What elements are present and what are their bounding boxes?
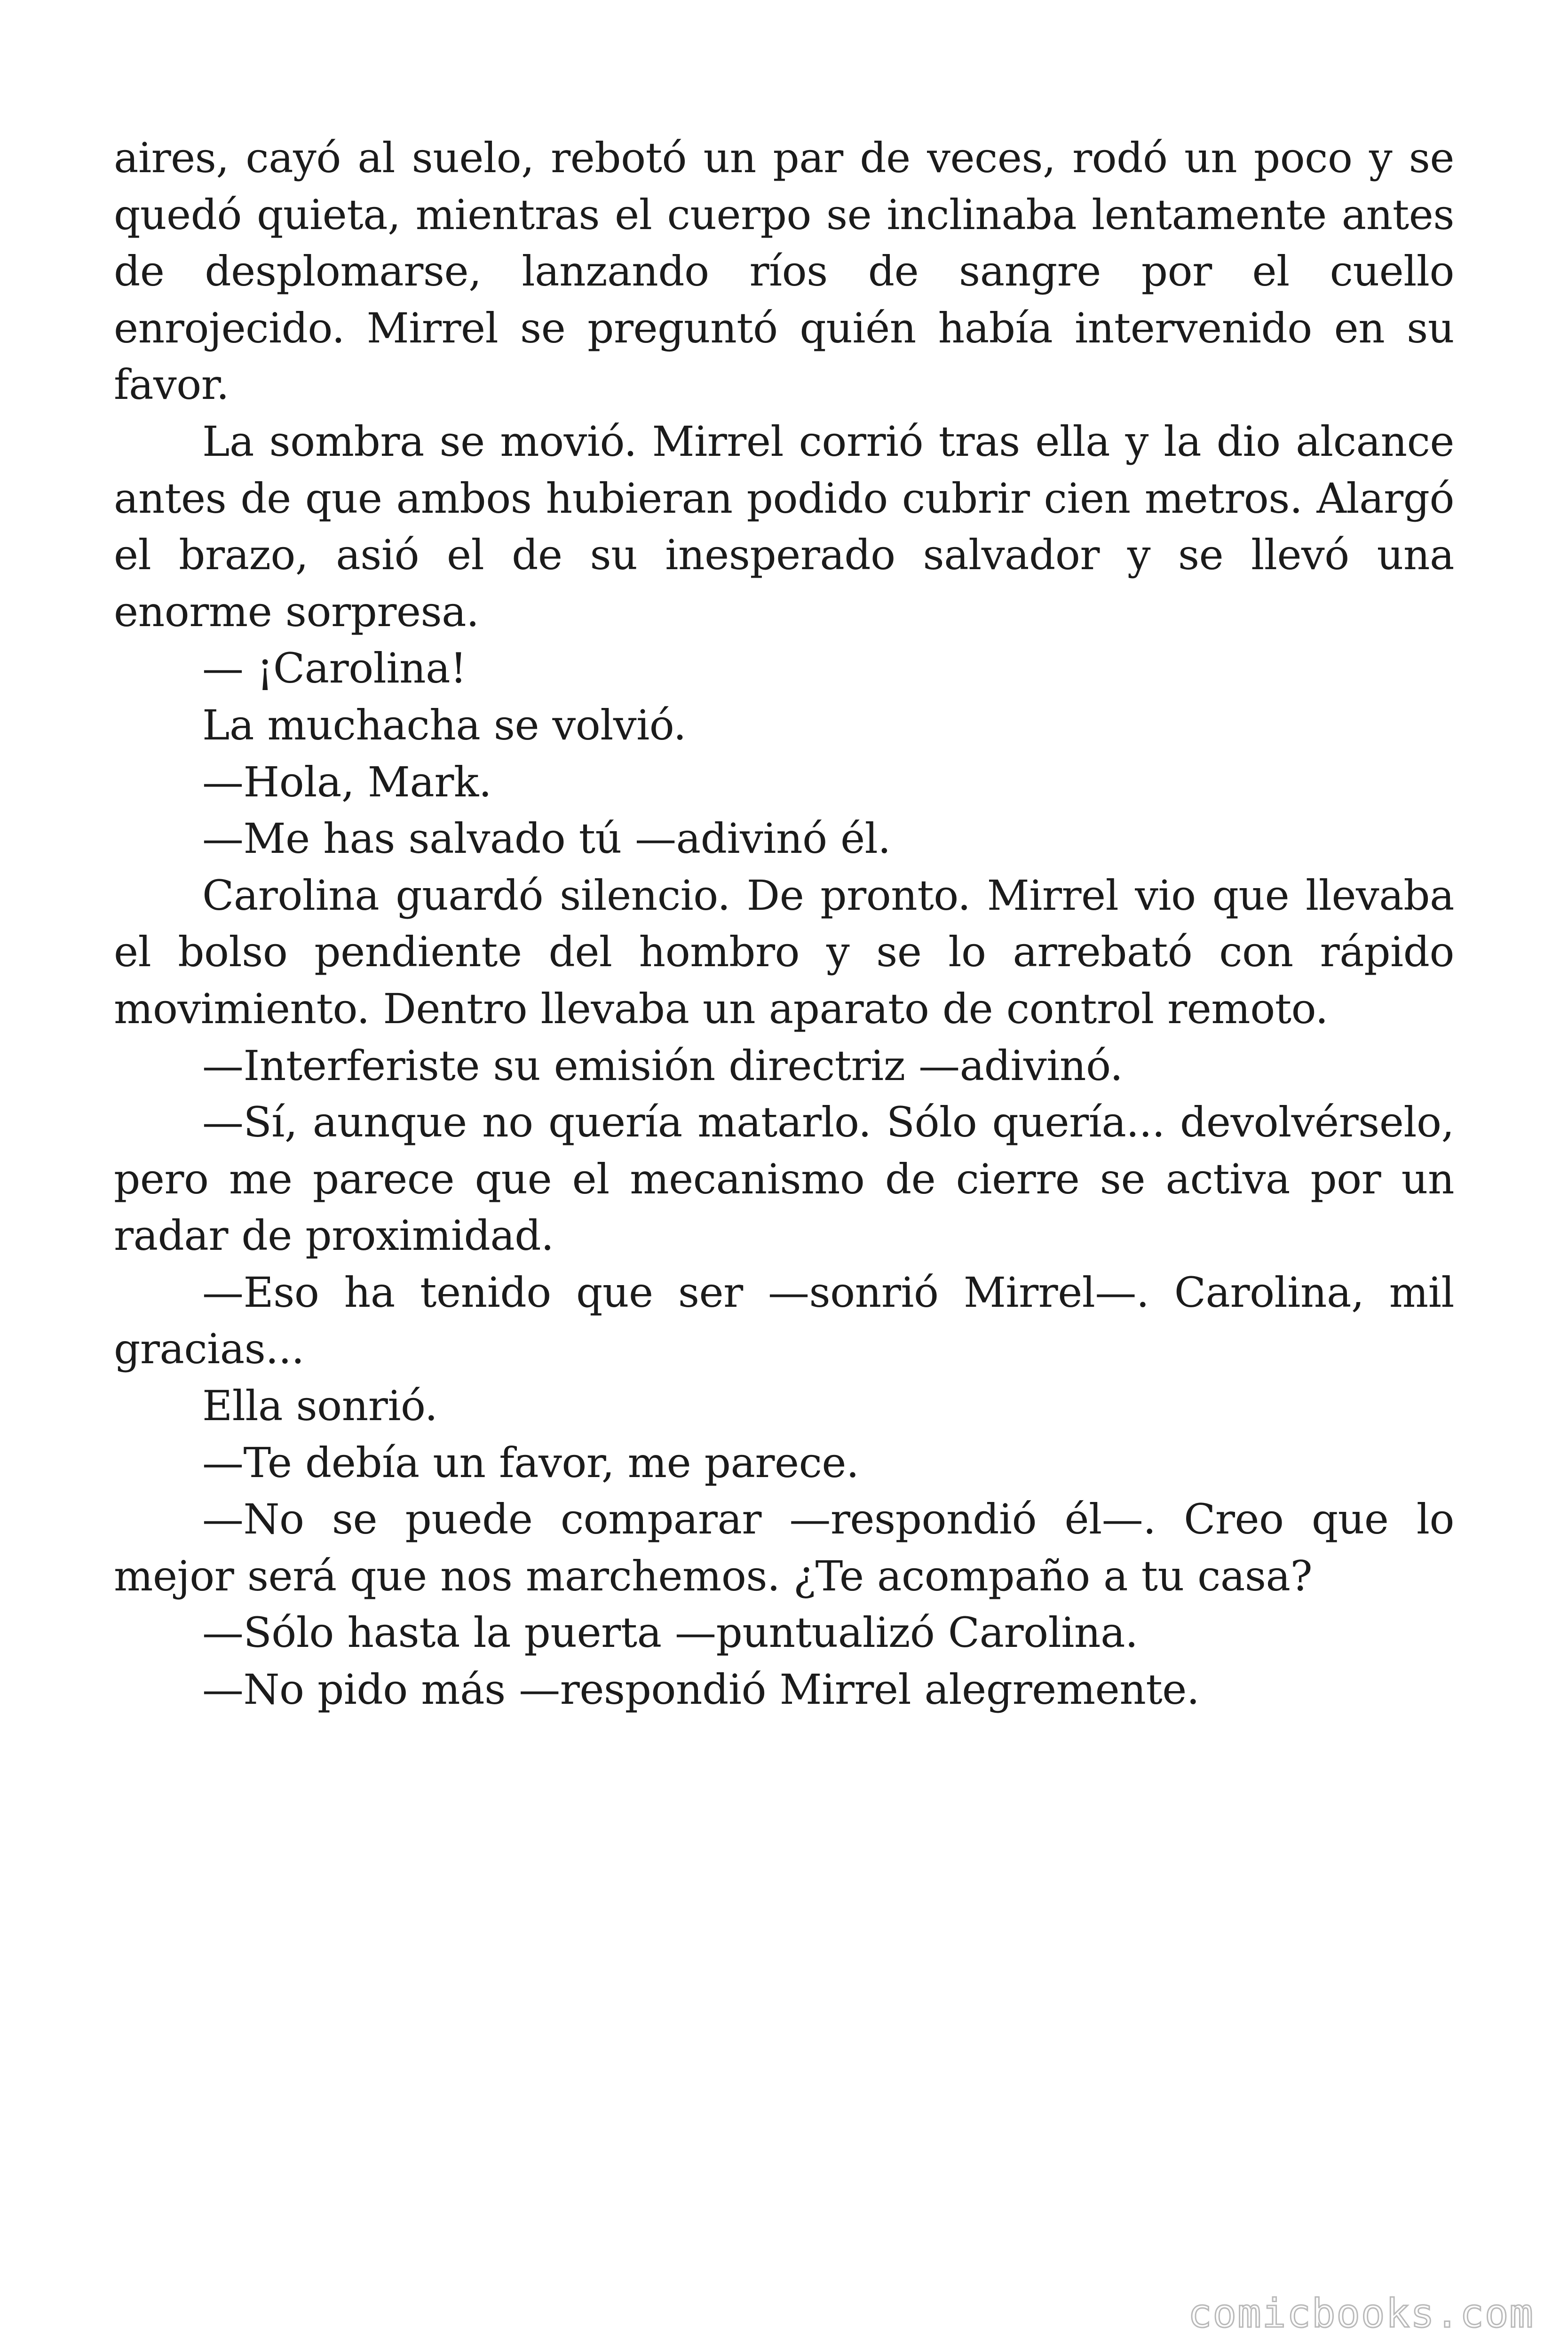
dialogue-line: —Sí, aunque no quería matarlo. Sólo quería... devolvérselo, pero me parece que el mecanismo de cierre se activa por un radar de proximidad. (114, 1098, 1454, 1260)
paragraph: aires, cayó al suelo, rebotó un par de veces, rodó un poco y se quedó quieta, mientras el cuerpo se inclinaba lentamente antes de desplomarse, lanzando ríos de sangre por el cuello enrojecido. Mirrel se preguntó quién había intervenido en su favor. (114, 134, 1454, 409)
dialogue-line: — ¡Carolina! (202, 644, 467, 693)
watermark: comicbooks.com (1188, 2290, 1534, 2336)
paragraph: La muchacha se volvió. (202, 700, 687, 749)
dialogue-line: —Eso ha tenido que ser —sonrió Mirrel—. Carolina, mil gracias... (114, 1268, 1454, 1374)
dialogue-line: —No se puede comparar —respondió él—. Creo que lo mejor será que nos marchemos. ¿Te acompaño a tu casa? (114, 1495, 1454, 1600)
body-text (114, 130, 1454, 1718)
dialogue-line: —Hola, Mark. (202, 757, 492, 806)
dialogue-line: —Me has salvado tú —adivinó él. (202, 814, 891, 863)
paragraph: Ella sonrió. (202, 1382, 438, 1430)
paragraph: Carolina guardó silencio. De pronto. Mirrel vio que llevaba el bolso pendiente del hombro y se lo arrebató con rápido movimiento. Dentro llevaba un aparato de control remoto. (114, 871, 1454, 1033)
dialogue-line: —Interferiste su emisión directriz —adivinó. (202, 1041, 1123, 1090)
dialogue-line: —No pido más —respondió Mirrel alegremente. (202, 1665, 1200, 1714)
paragraph: La sombra se movió. Mirrel corrió tras ella y la dio alcance antes de que ambos hubieran podido cubrir cien metros. Alargó el brazo, asió el de su inesperado salvador y se llevó una enorme sorpresa. (114, 417, 1454, 636)
dialogue-line: —Te debía un favor, me parece. (202, 1438, 859, 1487)
dialogue-line: —Sólo hasta la puerta —puntualizó Carolina. (202, 1608, 1138, 1657)
